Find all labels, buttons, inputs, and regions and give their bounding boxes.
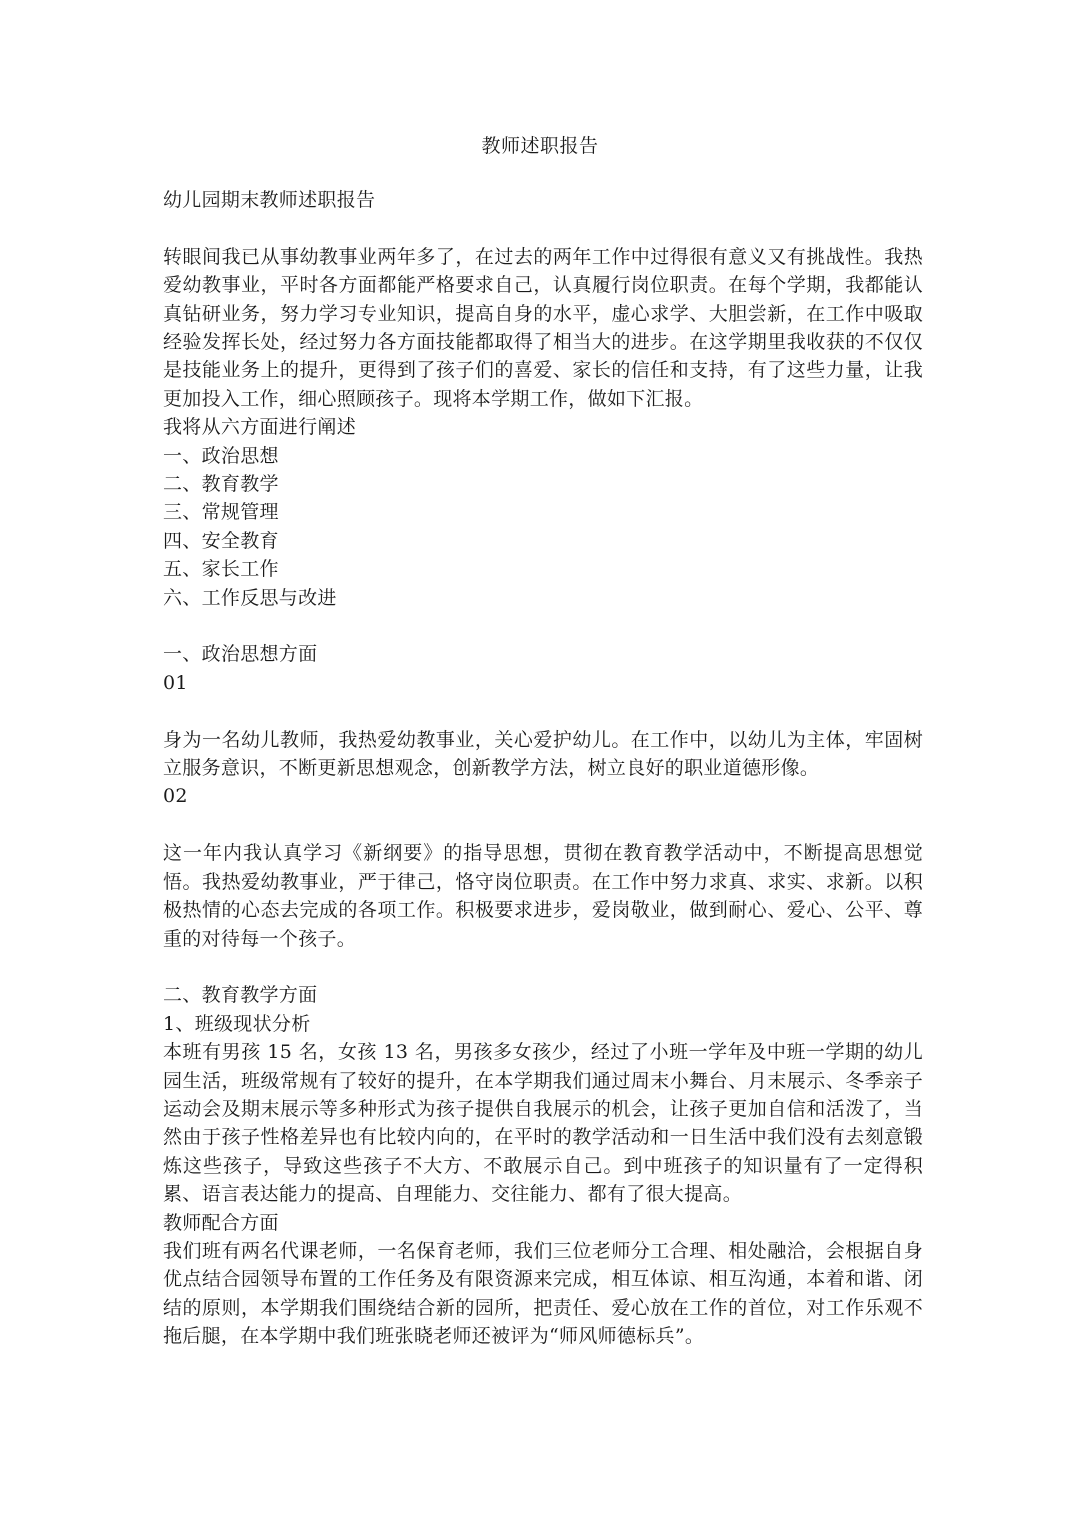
section-heading: 一、政治思想方面 bbox=[163, 643, 318, 666]
outline-item: 四、安全教育 bbox=[163, 529, 279, 552]
section-paragraph: 我们班有两名代课老师，一名保育老师，我们三位老师分工合理、相处融洽，会根据自身优点结合园领导布置的工作任务及有限资源来完成，相互体谅、相互沟通，本着和谐、闭结的原则，本学期我们围绕结合新的园所，把责任、爱心放在工作的首位，对工作乐观不拖后腿，在本学期中我们班张晓老师还被评为“师风师德标兵”。 bbox=[163, 1239, 923, 1348]
outline-item: 一、政治思想 bbox=[163, 444, 279, 467]
outline-intro: 我将从六方面进行阐述 bbox=[163, 416, 357, 439]
outline-item: 三、常规管理 bbox=[163, 501, 279, 524]
outline-item: 五、家长工作 bbox=[163, 558, 279, 581]
outline-item: 二、教育教学 bbox=[163, 473, 279, 496]
subsection-heading: 1、班级现状分析 bbox=[163, 1012, 311, 1035]
outline-item: 六、工作反思与改进 bbox=[163, 586, 337, 609]
intro-paragraph: 转眼间我已从事幼教事业两年多了，在过去的两年工作中过得很有意义又有挑战性。我热爱幼教事业，平时各方面都能严格要求自己，认真履行岗位职责。在每个学期，我都能认真钻研业务，努力学习专业知识，提高自身的水平，虚心求学、大胆尝新，在工作中吸取经验发挥长处，经过努力各方面技能都取得了相当大的进步。在这学期里我收获的不仅仅是技能业务上的提升，更得到了孩子们的喜爱、家长的信任和支持，有了这些力量，让我更加投入工作，细心照顾孩子。现将本学期工作，做如下汇报。 bbox=[163, 245, 923, 410]
spacer bbox=[163, 697, 923, 725]
spacer bbox=[163, 811, 923, 839]
section-paragraph: 身为一名幼儿教师，我热爱幼教事业，关心爱护幼儿。在工作中，以幼儿为主体，牢固树立服务意识，不断更新思想观念，创新教学方法，树立良好的职业道德形像。 bbox=[163, 728, 923, 780]
item-number: 02 bbox=[163, 785, 188, 808]
spacer bbox=[163, 953, 923, 981]
document-title: 教师述职报告 bbox=[481, 135, 599, 157]
document-body bbox=[163, 186, 923, 1351]
section-paragraph: 本班有男孩 15 名，女孩 13 名，男孩多女孩少，经过了小班一学年及中班一学期的幼儿园生活，班级常规有了较好的提升，在本学期我们通过周末小舞台、月末展示、冬季亲子运动会及期末展示等多种形式为孩子提供自我展示的机会，让孩子更加自信和活泼了，当然由于孩子性格差异也有比较内向的，在平时的教学活动和一日生活中我们没有去刻意锻炼这些孩子，导致这些孩子不大方、不敢展示自己。到中班孩子的知识量有了一定得积累、语言表达能力的提高、自理能力、交往能力、都有了很大提高。 bbox=[163, 1041, 923, 1206]
document-subtitle: 幼儿园期末教师述职报告 bbox=[163, 189, 376, 211]
item-number: 01 bbox=[163, 671, 188, 694]
spacer bbox=[163, 612, 923, 640]
subsection-heading: 教师配合方面 bbox=[163, 1211, 279, 1234]
section-paragraph: 这一年内我认真学习《新纲要》的指导思想，贯彻在教育教学活动中，不断提高思想觉悟。我热爱幼教事业，严于律己，恪守岗位职责。在工作中努力求真、求实、求新。以积极热情的心态去完成的各项工作。积极要求进步，爱岗敬业，做到耐心、爱心、公平、尊重的对待每一个孩子。 bbox=[163, 842, 923, 950]
spacer bbox=[163, 214, 923, 242]
section-heading: 二、教育教学方面 bbox=[163, 984, 318, 1007]
